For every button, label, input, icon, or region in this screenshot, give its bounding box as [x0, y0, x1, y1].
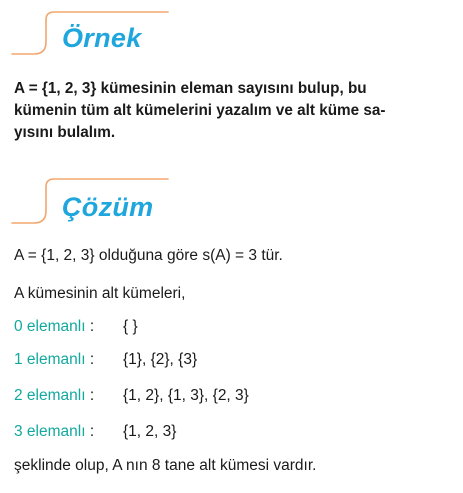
subset-sets: { }	[123, 318, 138, 335]
subset-label: 1 elemanlı	[14, 351, 86, 368]
subset-sets: {1, 2}, {1, 3}, {2, 3}	[123, 387, 249, 404]
solution-line-1: A = {1, 2, 3} olduğuna göre s(A) = 3 tür.	[14, 247, 283, 264]
subset-colon: :	[89, 387, 95, 404]
solution-conclusion: şeklinde olup, A nın 8 tane alt kümesi vardır.	[14, 457, 317, 474]
subset-sets: {1}, {2}, {3}	[123, 351, 198, 368]
subset-label: 2 elemanlı	[14, 387, 86, 404]
solution-line-2: A kümesinin alt kümeleri,	[14, 285, 186, 302]
subset-row-2	[14, 387, 249, 405]
subset-label: 0 elemanlı	[14, 318, 86, 335]
example-heading	[0, 8, 463, 58]
subset-row-0	[14, 318, 138, 336]
subset-sets: {1, 2, 3}	[123, 423, 177, 440]
problem-statement	[14, 78, 458, 144]
problem-line: yısını bulalım.	[14, 124, 116, 141]
example-title: Örnek	[62, 23, 142, 53]
subset-colon: :	[89, 318, 95, 335]
subset-row-1	[14, 351, 198, 369]
subset-row-3	[14, 423, 177, 441]
solution-heading	[0, 175, 463, 225]
subset-label: 3 elemanlı	[14, 423, 86, 440]
subset-colon: :	[89, 351, 95, 368]
solution-title: Çözüm	[62, 192, 154, 222]
subset-colon: :	[89, 423, 95, 440]
problem-line: kümenin tüm alt kümelerini yazalım ve alt küme sa-	[14, 102, 386, 119]
problem-line: A = {1, 2, 3} kümesinin eleman sayısını bulup, bu	[14, 80, 367, 97]
